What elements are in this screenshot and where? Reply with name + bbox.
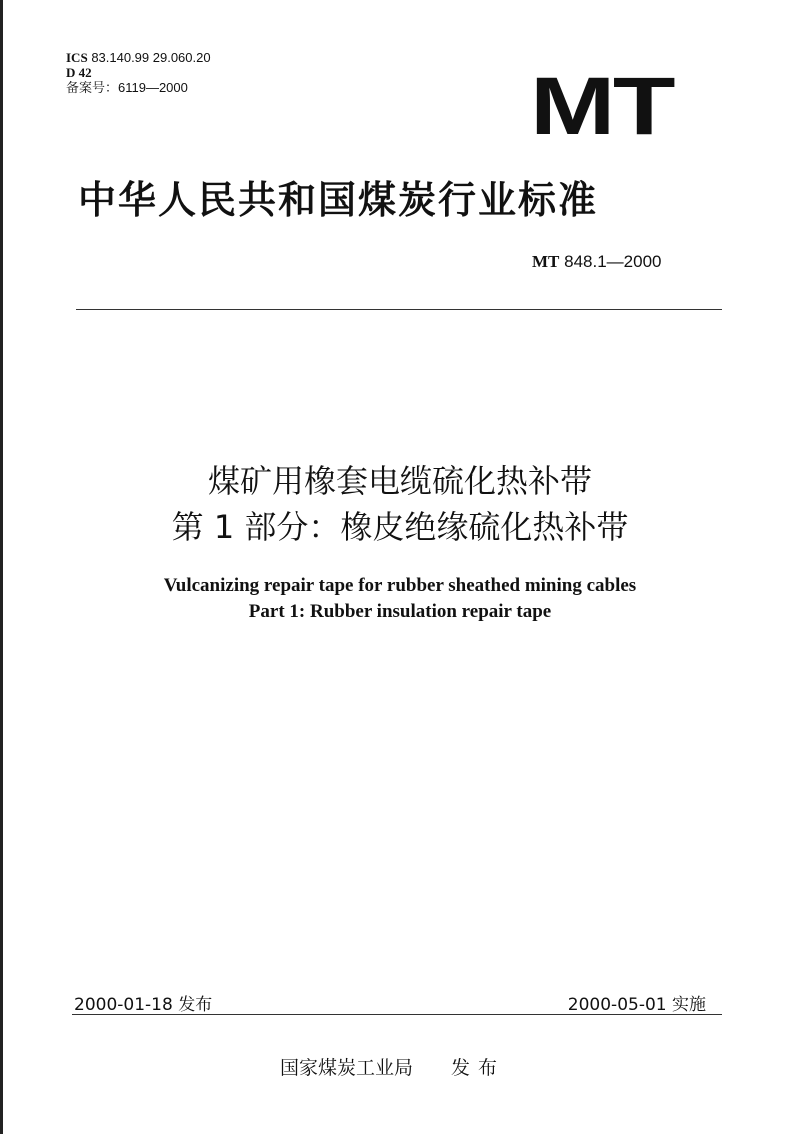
effective-date: 2000-05-01 实施 — [567, 995, 706, 1015]
issuer-name: 国家煤炭工业局 — [280, 1057, 414, 1079]
issue-date: 2000-01-18 发布 — [74, 995, 213, 1015]
issuing-authority — [280, 1053, 505, 1080]
header-divider — [76, 309, 722, 310]
ics-label: ICS — [66, 50, 88, 65]
chinese-title-line-2: 第 1 部分：橡皮绝缘硫化热补带 — [171, 508, 629, 546]
standard-number — [532, 252, 662, 272]
ics-line — [66, 50, 211, 65]
english-title-line-1: Vulcanizing repair tape for rubber sheathed mining cables — [163, 575, 637, 596]
classification-block — [66, 50, 211, 95]
scan-edge-line — [0, 0, 3, 1134]
standard-number-value: 848.1—2000 — [564, 252, 662, 271]
classification-code: D 42 — [66, 65, 92, 80]
industry-standard-heading: 中华人民共和国煤炭行业标准 — [78, 178, 599, 222]
mt-logo: MT — [530, 61, 674, 152]
record-number: 备案号：6119—2000 — [66, 80, 188, 95]
issuer-verb: 发布 — [451, 1057, 506, 1079]
chinese-title-line-1: 煤矿用橡套电缆硫化热补带 — [207, 462, 592, 500]
english-title-line-2: Part 1: Rubber insulation repair tape — [248, 601, 552, 622]
ics-codes: 83.140.99 29.060.20 — [91, 50, 211, 65]
standard-number-prefix: MT — [532, 252, 560, 271]
footer-divider — [72, 1014, 722, 1015]
